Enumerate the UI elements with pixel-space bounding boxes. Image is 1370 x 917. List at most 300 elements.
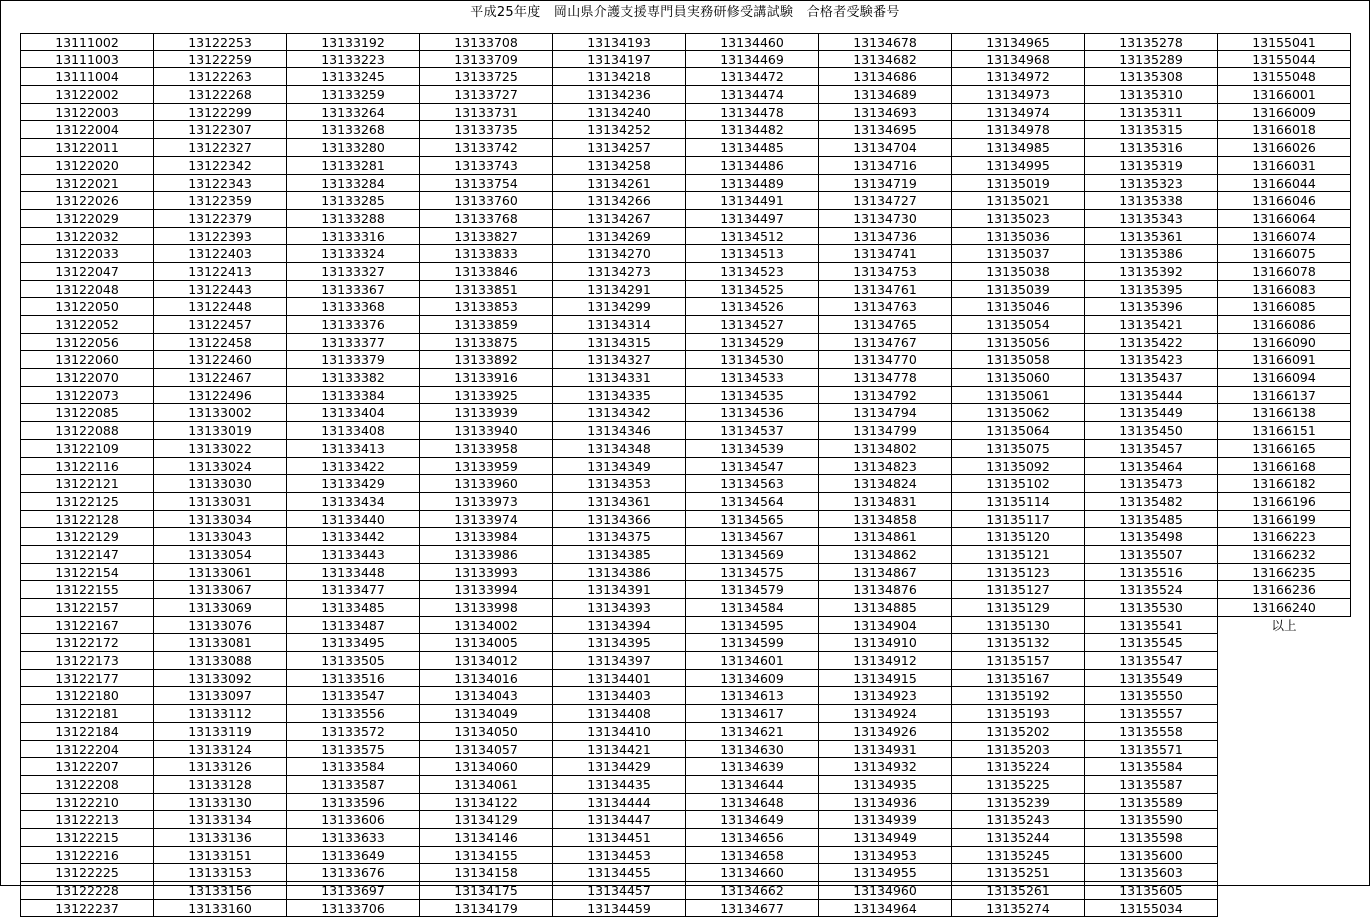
exam-number-cell: 13122443	[153, 281, 287, 299]
exam-number-cell: 13134656	[685, 829, 819, 847]
exam-number-cell: 13134955	[818, 864, 952, 882]
exam-number-cell: 13134421	[552, 741, 686, 759]
exam-number-cell: 13135550	[1084, 687, 1218, 705]
exam-number-cell: 13122263	[153, 68, 287, 86]
exam-number-cell: 13122215	[20, 829, 154, 847]
table-column	[153, 33, 287, 917]
exam-number-cell: 13133939	[419, 404, 553, 422]
exam-number-cell: 13135386	[1084, 245, 1218, 263]
exam-number-cell: 13135046	[951, 298, 1085, 316]
exam-number-cell: 13133061	[153, 564, 287, 582]
exam-number-cell: 13133725	[419, 68, 553, 86]
exam-number-cell: 13134472	[685, 68, 819, 86]
exam-number-cell: 13134613	[685, 687, 819, 705]
exam-number-cell: 13135343	[1084, 210, 1218, 228]
exam-number-cell: 13135060	[951, 369, 1085, 387]
exam-number-cell: 13134601	[685, 652, 819, 670]
exam-number-cell: 13135423	[1084, 351, 1218, 369]
exam-number-cell: 13122225	[20, 864, 154, 882]
exam-number-cell: 13122180	[20, 687, 154, 705]
exam-number-cell: 13133697	[286, 882, 420, 900]
exam-number-cell: 13135598	[1084, 829, 1218, 847]
exam-number-cell: 13133264	[286, 104, 420, 122]
exam-number-cell: 13134529	[685, 334, 819, 352]
exam-number-cell: 13122460	[153, 351, 287, 369]
exam-number-cell: 13134867	[818, 564, 952, 582]
exam-number-cell: 13135058	[951, 351, 1085, 369]
exam-number-cell: 13166223	[1217, 528, 1351, 546]
exam-number-cell: 13122020	[20, 157, 154, 175]
exam-number-cell: 13166078	[1217, 263, 1351, 281]
exam-number-cell: 13134366	[552, 511, 686, 529]
exam-number-cell: 13135571	[1084, 741, 1218, 759]
exam-number-cell: 13122116	[20, 458, 154, 476]
exam-number-cell: 13134792	[818, 387, 952, 405]
exam-number-cell: 13134175	[419, 882, 553, 900]
exam-number-cell: 13134155	[419, 847, 553, 865]
exam-number-cell: 13134459	[552, 900, 686, 917]
exam-number-cell: 13135605	[1084, 882, 1218, 900]
exam-number-cell: 13134876	[818, 581, 952, 599]
exam-number-cell: 13134862	[818, 546, 952, 564]
exam-number-cell: 13134497	[685, 210, 819, 228]
exam-number-cell: 13134395	[552, 634, 686, 652]
table-column	[685, 33, 819, 917]
exam-number-cell: 13134858	[818, 511, 952, 529]
exam-number-cell: 13122173	[20, 652, 154, 670]
exam-number-cell: 13133134	[153, 811, 287, 829]
exam-number-cell: 13134460	[685, 33, 819, 51]
exam-number-cell: 13122011	[20, 139, 154, 157]
exam-number-cell: 13122307	[153, 121, 287, 139]
exam-number-cell: 13135092	[951, 458, 1085, 476]
exam-number-cell: 13134012	[419, 652, 553, 670]
exam-number-cell: 13133136	[153, 829, 287, 847]
end-mark: 以上	[1271, 617, 1297, 633]
exam-number-cell: 13135023	[951, 210, 1085, 228]
exam-number-cell: 13133002	[153, 404, 287, 422]
exam-number-cell: 13166083	[1217, 281, 1351, 299]
exam-number-cell: 13155034	[1084, 900, 1218, 917]
exam-number-cell: 13134122	[419, 794, 553, 812]
exam-number-cell: 13122033	[20, 245, 154, 263]
exam-number-cell: 13133153	[153, 864, 287, 882]
exam-number-cell: 13135319	[1084, 157, 1218, 175]
exam-number-cell: 13134973	[951, 86, 1085, 104]
exam-number-cell: 13134960	[818, 882, 952, 900]
exam-number-cell: 13135019	[951, 175, 1085, 193]
exam-number-cell: 13122125	[20, 493, 154, 511]
exam-number-cell: 13134935	[818, 776, 952, 794]
exam-number-cell: 13135121	[951, 546, 1085, 564]
exam-number-cell: 13134315	[552, 334, 686, 352]
exam-number-cell: 13134799	[818, 422, 952, 440]
exam-number-cell: 13134765	[818, 316, 952, 334]
exam-number-cell: 13134575	[685, 564, 819, 582]
exam-number-cell: 13133034	[153, 511, 287, 529]
exam-number-cell: 13135549	[1084, 670, 1218, 688]
exam-number-cell: 13133596	[286, 794, 420, 812]
exam-number-cell: 13135132	[951, 634, 1085, 652]
exam-number-cell: 13122259	[153, 51, 287, 69]
exam-number-cell: 13134569	[685, 546, 819, 564]
exam-number-cell: 13134536	[685, 404, 819, 422]
exam-number-cell: 13135530	[1084, 599, 1218, 617]
exam-number-cell: 13122157	[20, 599, 154, 617]
exam-number-cell: 13134218	[552, 68, 686, 86]
exam-number-cell: 13135444	[1084, 387, 1218, 405]
exam-number-cell: 13166137	[1217, 387, 1351, 405]
exam-number-cell: 13134258	[552, 157, 686, 175]
exam-number-cell: 13134547	[685, 458, 819, 476]
exam-number-cell: 13134453	[552, 847, 686, 865]
exam-number-cell: 13134485	[685, 139, 819, 157]
exam-number-cell: 13122496	[153, 387, 287, 405]
exam-number-cell: 13133413	[286, 440, 420, 458]
exam-number-cell: 13134193	[552, 33, 686, 51]
exam-number-cell: 13134061	[419, 776, 553, 794]
exam-number-cell: 13134270	[552, 245, 686, 263]
exam-number-cell: 13134741	[818, 245, 952, 263]
exam-number-cell: 13134910	[818, 634, 952, 652]
exam-number-cell: 13135457	[1084, 440, 1218, 458]
exam-number-cell: 13133019	[153, 422, 287, 440]
exam-number-cell: 13135395	[1084, 281, 1218, 299]
exam-number-cell: 13166232	[1217, 546, 1351, 564]
exam-number-cell: 13134695	[818, 121, 952, 139]
exam-number-cell: 13134535	[685, 387, 819, 405]
exam-number-cell: 13133727	[419, 86, 553, 104]
exam-number-cell: 13134491	[685, 192, 819, 210]
exam-number-cell: 13134802	[818, 440, 952, 458]
exam-number-cell: 13134995	[951, 157, 1085, 175]
page-title: 平成25年度 岡山県介護支援専門員実務研修受講試験 合格者受験番号	[470, 5, 900, 20]
exam-number-cell: 13122002	[20, 86, 154, 104]
exam-number-cell: 13166094	[1217, 369, 1351, 387]
exam-number-cell: 13135037	[951, 245, 1085, 263]
exam-number-cell: 13135062	[951, 404, 1085, 422]
exam-number-cell: 13122253	[153, 33, 287, 51]
exam-number-cell: 13133285	[286, 192, 420, 210]
exam-number-cell: 13135243	[951, 811, 1085, 829]
exam-number-cell: 13133487	[286, 617, 420, 635]
exam-number-cell: 13133043	[153, 528, 287, 546]
exam-number-cell: 13133429	[286, 475, 420, 493]
exam-number-cell: 13134269	[552, 228, 686, 246]
exam-number-cell: 13166240	[1217, 599, 1351, 617]
exam-number-cell: 13166165	[1217, 440, 1351, 458]
exam-number-cell: 13166090	[1217, 334, 1351, 352]
exam-number-cell: 13122458	[153, 334, 287, 352]
exam-number-cell: 13134331	[552, 369, 686, 387]
exam-number-cell: 13133440	[286, 511, 420, 529]
exam-number-cell: 13134049	[419, 705, 553, 723]
exam-number-cell: 13134658	[685, 847, 819, 865]
exam-number-cell: 13135315	[1084, 121, 1218, 139]
exam-number-cell: 13134435	[552, 776, 686, 794]
exam-number-cell: 13134043	[419, 687, 553, 705]
exam-number-cell: 13135061	[951, 387, 1085, 405]
exam-number-cell: 13134682	[818, 51, 952, 69]
exam-number-cell: 13134686	[818, 68, 952, 86]
exam-number-cell: 13135054	[951, 316, 1085, 334]
exam-number-cell: 13134002	[419, 617, 553, 635]
exam-number-cell: 13134451	[552, 829, 686, 847]
exam-number-cell: 13134005	[419, 634, 553, 652]
exam-number-cell: 13133192	[286, 33, 420, 51]
exam-number-cell: 13133259	[286, 86, 420, 104]
exam-number-cell: 13166091	[1217, 351, 1351, 369]
exam-number-cell: 13133853	[419, 298, 553, 316]
exam-number-cell: 13135524	[1084, 581, 1218, 599]
exam-number-cell: 13134482	[685, 121, 819, 139]
exam-number-cell: 13134778	[818, 369, 952, 387]
exam-number-cell: 13122359	[153, 192, 287, 210]
exam-number-cell: 13135516	[1084, 564, 1218, 582]
exam-number-cell: 13166086	[1217, 316, 1351, 334]
exam-number-cell: 13135590	[1084, 811, 1218, 829]
table-column	[20, 33, 154, 917]
exam-number-cell: 13122379	[153, 210, 287, 228]
exam-number-cell: 13133606	[286, 811, 420, 829]
exam-number-cell: 13134469	[685, 51, 819, 69]
exam-number-cell: 13135498	[1084, 528, 1218, 546]
table-column	[286, 33, 420, 917]
exam-number-cell: 13122088	[20, 422, 154, 440]
exam-number-cell: 13134158	[419, 864, 553, 882]
exam-number-cell: 13134291	[552, 281, 686, 299]
exam-number-cell: 13133485	[286, 599, 420, 617]
exam-number-cell: 13133223	[286, 51, 420, 69]
exam-number-cell: 13135102	[951, 475, 1085, 493]
exam-number-cell: 13134146	[419, 829, 553, 847]
exam-number-cell: 13134537	[685, 422, 819, 440]
exam-number-cell: 13122052	[20, 316, 154, 334]
exam-number-cell: 13134885	[818, 599, 952, 617]
exam-number-cell: 13135202	[951, 723, 1085, 741]
exam-number-cell: 13133709	[419, 51, 553, 69]
exam-number-cell: 13133092	[153, 670, 287, 688]
exam-number-cell: 13122021	[20, 175, 154, 193]
exam-number-cell: 13134727	[818, 192, 952, 210]
exam-number-cell: 13135123	[951, 564, 1085, 582]
exam-number-cell: 13122393	[153, 228, 287, 246]
exam-number-cell: 13133505	[286, 652, 420, 670]
exam-number-cell: 13133986	[419, 546, 553, 564]
exam-number-cell: 13134489	[685, 175, 819, 193]
exam-number-cell: 13134644	[685, 776, 819, 794]
exam-number-cell: 13122026	[20, 192, 154, 210]
exam-number-cell: 13135482	[1084, 493, 1218, 511]
exam-number-cell: 13134385	[552, 546, 686, 564]
exam-number-cell: 13133760	[419, 192, 553, 210]
exam-number-cell: 13133556	[286, 705, 420, 723]
exam-number-cell: 13134257	[552, 139, 686, 157]
exam-number-cell: 13166064	[1217, 210, 1351, 228]
exam-number-cell: 13122237	[20, 900, 154, 917]
exam-number-cell: 13133916	[419, 369, 553, 387]
exam-number-cell: 13134408	[552, 705, 686, 723]
exam-number-cell: 13134314	[552, 316, 686, 334]
exam-number-cell: 13134236	[552, 86, 686, 104]
exam-number-cell: 13134985	[951, 139, 1085, 157]
exam-number-cell: 13134824	[818, 475, 952, 493]
exam-number-cell: 13133984	[419, 528, 553, 546]
exam-number-cell: 13133128	[153, 776, 287, 794]
exam-number-cell: 13134609	[685, 670, 819, 688]
exam-number-cell: 13135224	[951, 758, 1085, 776]
exam-number-cell: 13134429	[552, 758, 686, 776]
exam-number-cell: 13134533	[685, 369, 819, 387]
exam-number-cell: 13135244	[951, 829, 1085, 847]
exam-number-cell: 13135437	[1084, 369, 1218, 387]
exam-number-cell: 13135120	[951, 528, 1085, 546]
exam-number-cell: 13122167	[20, 617, 154, 635]
exam-number-cell: 13134240	[552, 104, 686, 122]
exam-number-cell: 13134512	[685, 228, 819, 246]
exam-number-cell: 13134252	[552, 121, 686, 139]
exam-number-cell: 13122121	[20, 475, 154, 493]
exam-number-cell: 13134923	[818, 687, 952, 705]
exam-number-cell: 13166168	[1217, 458, 1351, 476]
exam-number-cell: 13133974	[419, 511, 553, 529]
exam-number-cell: 13133547	[286, 687, 420, 705]
exam-number-cell: 13135545	[1084, 634, 1218, 652]
exam-number-cell: 13134912	[818, 652, 952, 670]
exam-number-cell: 13133827	[419, 228, 553, 246]
exam-number-cell: 13134486	[685, 157, 819, 175]
exam-number-cell: 13133768	[419, 210, 553, 228]
exam-number-cell: 13155041	[1217, 33, 1351, 51]
exam-number-cell: 13122147	[20, 546, 154, 564]
exam-number-cell: 13135274	[951, 900, 1085, 917]
exam-number-cell: 13134527	[685, 316, 819, 334]
exam-number-cell: 13135036	[951, 228, 1085, 246]
exam-number-cell: 13166018	[1217, 121, 1351, 139]
exam-number-cell: 13133575	[286, 741, 420, 759]
exam-number-cell: 13134179	[419, 900, 553, 917]
exam-number-cell: 13135396	[1084, 298, 1218, 316]
exam-number-cell: 13135589	[1084, 794, 1218, 812]
exam-number-cell: 13122181	[20, 705, 154, 723]
exam-number-cell: 13133280	[286, 139, 420, 157]
exam-number-cell: 13135450	[1084, 422, 1218, 440]
exam-number-cell: 13133958	[419, 440, 553, 458]
exam-number-cell: 13133851	[419, 281, 553, 299]
exam-number-cell: 13134447	[552, 811, 686, 829]
exam-number-cell: 13135192	[951, 687, 1085, 705]
exam-number-cell: 13135422	[1084, 334, 1218, 352]
exam-number-cell: 13134716	[818, 157, 952, 175]
exam-number-cell: 13133993	[419, 564, 553, 582]
exam-number-cell: 13134936	[818, 794, 952, 812]
exam-number-cell: 13135129	[951, 599, 1085, 617]
exam-number-cell: 13122128	[20, 511, 154, 529]
exam-number-cell: 13122070	[20, 369, 154, 387]
exam-number-cell: 13133743	[419, 157, 553, 175]
exam-number-cell: 13122327	[153, 139, 287, 157]
exam-number-cell: 13134794	[818, 404, 952, 422]
exam-number-cell: 13134964	[818, 900, 952, 917]
exam-number-cell: 13133031	[153, 493, 287, 511]
exam-number-cell: 13134924	[818, 705, 952, 723]
exam-number-cell: 13134394	[552, 617, 686, 635]
exam-number-cell: 13122204	[20, 741, 154, 759]
exam-number-cell: 13135038	[951, 263, 1085, 281]
exam-number-cell: 13134648	[685, 794, 819, 812]
exam-number-cell: 13133097	[153, 687, 287, 705]
exam-number-cell: 13134621	[685, 723, 819, 741]
exam-number-cell: 13133925	[419, 387, 553, 405]
exam-number-cell: 13134361	[552, 493, 686, 511]
exam-number-cell: 13111003	[20, 51, 154, 69]
exam-number-cell: 13166044	[1217, 175, 1351, 193]
exam-number-cell: 13122032	[20, 228, 154, 246]
table-column	[419, 33, 553, 917]
exam-number-cell: 13134273	[552, 263, 686, 281]
exam-number-cell: 13122457	[153, 316, 287, 334]
exam-number-cell: 13135507	[1084, 546, 1218, 564]
exam-number-cell: 13133367	[286, 281, 420, 299]
exam-number-cell: 13134974	[951, 104, 1085, 122]
exam-number-cell: 13135114	[951, 493, 1085, 511]
exam-number-cell: 13166026	[1217, 139, 1351, 157]
exam-number-cell: 13133706	[286, 900, 420, 917]
exam-number-cell: 13135278	[1084, 33, 1218, 51]
exam-number-cell: 13135289	[1084, 51, 1218, 69]
exam-number-cell: 13122060	[20, 351, 154, 369]
exam-number-cell: 13133076	[153, 617, 287, 635]
exam-number-cell: 13134299	[552, 298, 686, 316]
exam-number-cell: 13133572	[286, 723, 420, 741]
exam-number-cell: 13122448	[153, 298, 287, 316]
exam-number-cell: 13133960	[419, 475, 553, 493]
exam-number-cell: 13134060	[419, 758, 553, 776]
exam-number-cell: 13133245	[286, 68, 420, 86]
exam-number-cell: 13135584	[1084, 758, 1218, 776]
exam-number-cell: 13134563	[685, 475, 819, 493]
exam-number-cell: 13135130	[951, 617, 1085, 635]
exam-number-cell: 13134403	[552, 687, 686, 705]
exam-number-cell: 13133994	[419, 581, 553, 599]
exam-number-cell: 13134662	[685, 882, 819, 900]
exam-number-cell: 13134342	[552, 404, 686, 422]
exam-number-cell: 13166031	[1217, 157, 1351, 175]
exam-number-cell: 13133112	[153, 705, 287, 723]
exam-number-cell: 13135245	[951, 847, 1085, 865]
exam-number-cell: 13134770	[818, 351, 952, 369]
exam-number-cell: 13134677	[685, 900, 819, 917]
exam-number-cell: 13133281	[286, 157, 420, 175]
exam-number-cell: 13134823	[818, 458, 952, 476]
exam-number-cell: 13133754	[419, 175, 553, 193]
exam-number-cell: 13134346	[552, 422, 686, 440]
exam-number-cell: 13133081	[153, 634, 287, 652]
exam-number-cell: 13133288	[286, 210, 420, 228]
exam-number-cell: 13134050	[419, 723, 553, 741]
exam-number-cell: 13134639	[685, 758, 819, 776]
exam-number-cell: 13135541	[1084, 617, 1218, 635]
exam-number-cell: 13122029	[20, 210, 154, 228]
exam-number-cell: 13122056	[20, 334, 154, 352]
exam-number-cell: 13122208	[20, 776, 154, 794]
exam-number-cell: 13122003	[20, 104, 154, 122]
exam-number-cell: 13134931	[818, 741, 952, 759]
exam-number-cell: 13133676	[286, 864, 420, 882]
exam-number-cell: 13134391	[552, 581, 686, 599]
exam-number-cell: 13135157	[951, 652, 1085, 670]
exam-number-cell: 13134761	[818, 281, 952, 299]
